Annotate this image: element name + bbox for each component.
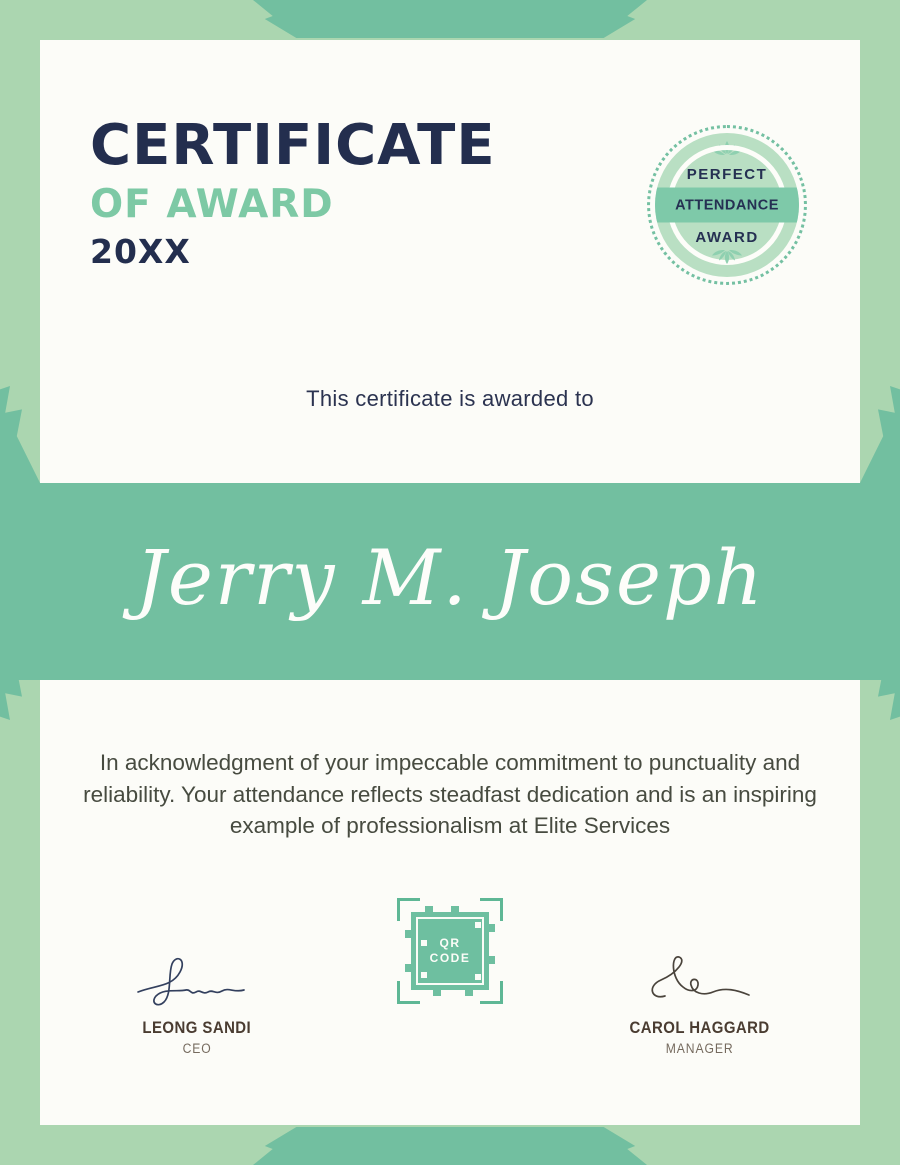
badge-word-perfect: PERFECT: [686, 166, 768, 183]
badge-word-award: AWARD: [695, 229, 759, 246]
signatory-role: CEO: [182, 1041, 212, 1056]
manager-signature-icon: [635, 952, 765, 1010]
ceo-signature-icon: [132, 952, 262, 1010]
bottom-arrow-ornament: [253, 1127, 647, 1165]
signature-block-ceo: [87, 952, 307, 1056]
lotus-icon: [710, 247, 744, 269]
signature-block-manager: [590, 952, 810, 1056]
qr-code-placeholder: [397, 898, 503, 1004]
recipient-name: Jerry M. Joseph: [135, 533, 765, 622]
signatory-name: LEONG SANDI: [142, 1018, 252, 1037]
award-description: In acknowledgment of your impeccable commitment to punctuality and reliability. Your attendance reflects steadfast dedication and is an inspiring example of professionalism at Elite Services: [83, 750, 817, 838]
perfect-attendance-badge: [647, 125, 807, 285]
certificate-year: 20XX: [90, 232, 191, 271]
signatory-role: MANAGER: [666, 1041, 734, 1056]
badge-word-attendance: ATTENDANCE: [675, 197, 779, 213]
qr-square: [411, 912, 489, 990]
qr-label: QR CODE: [429, 936, 471, 965]
recipient-band: [0, 483, 900, 680]
badge-band: [655, 188, 799, 223]
certificate-title: CERTIFICATE: [90, 113, 496, 178]
signatory-name: CAROL HAGGARD: [629, 1018, 771, 1037]
awarded-to-line: This certificate is awarded to: [306, 386, 594, 411]
badge-disc: [655, 133, 799, 277]
certificate-subtitle: OF AWARD: [90, 182, 334, 227]
top-arrow-ornament: [253, 0, 647, 38]
title-block: [90, 113, 496, 272]
